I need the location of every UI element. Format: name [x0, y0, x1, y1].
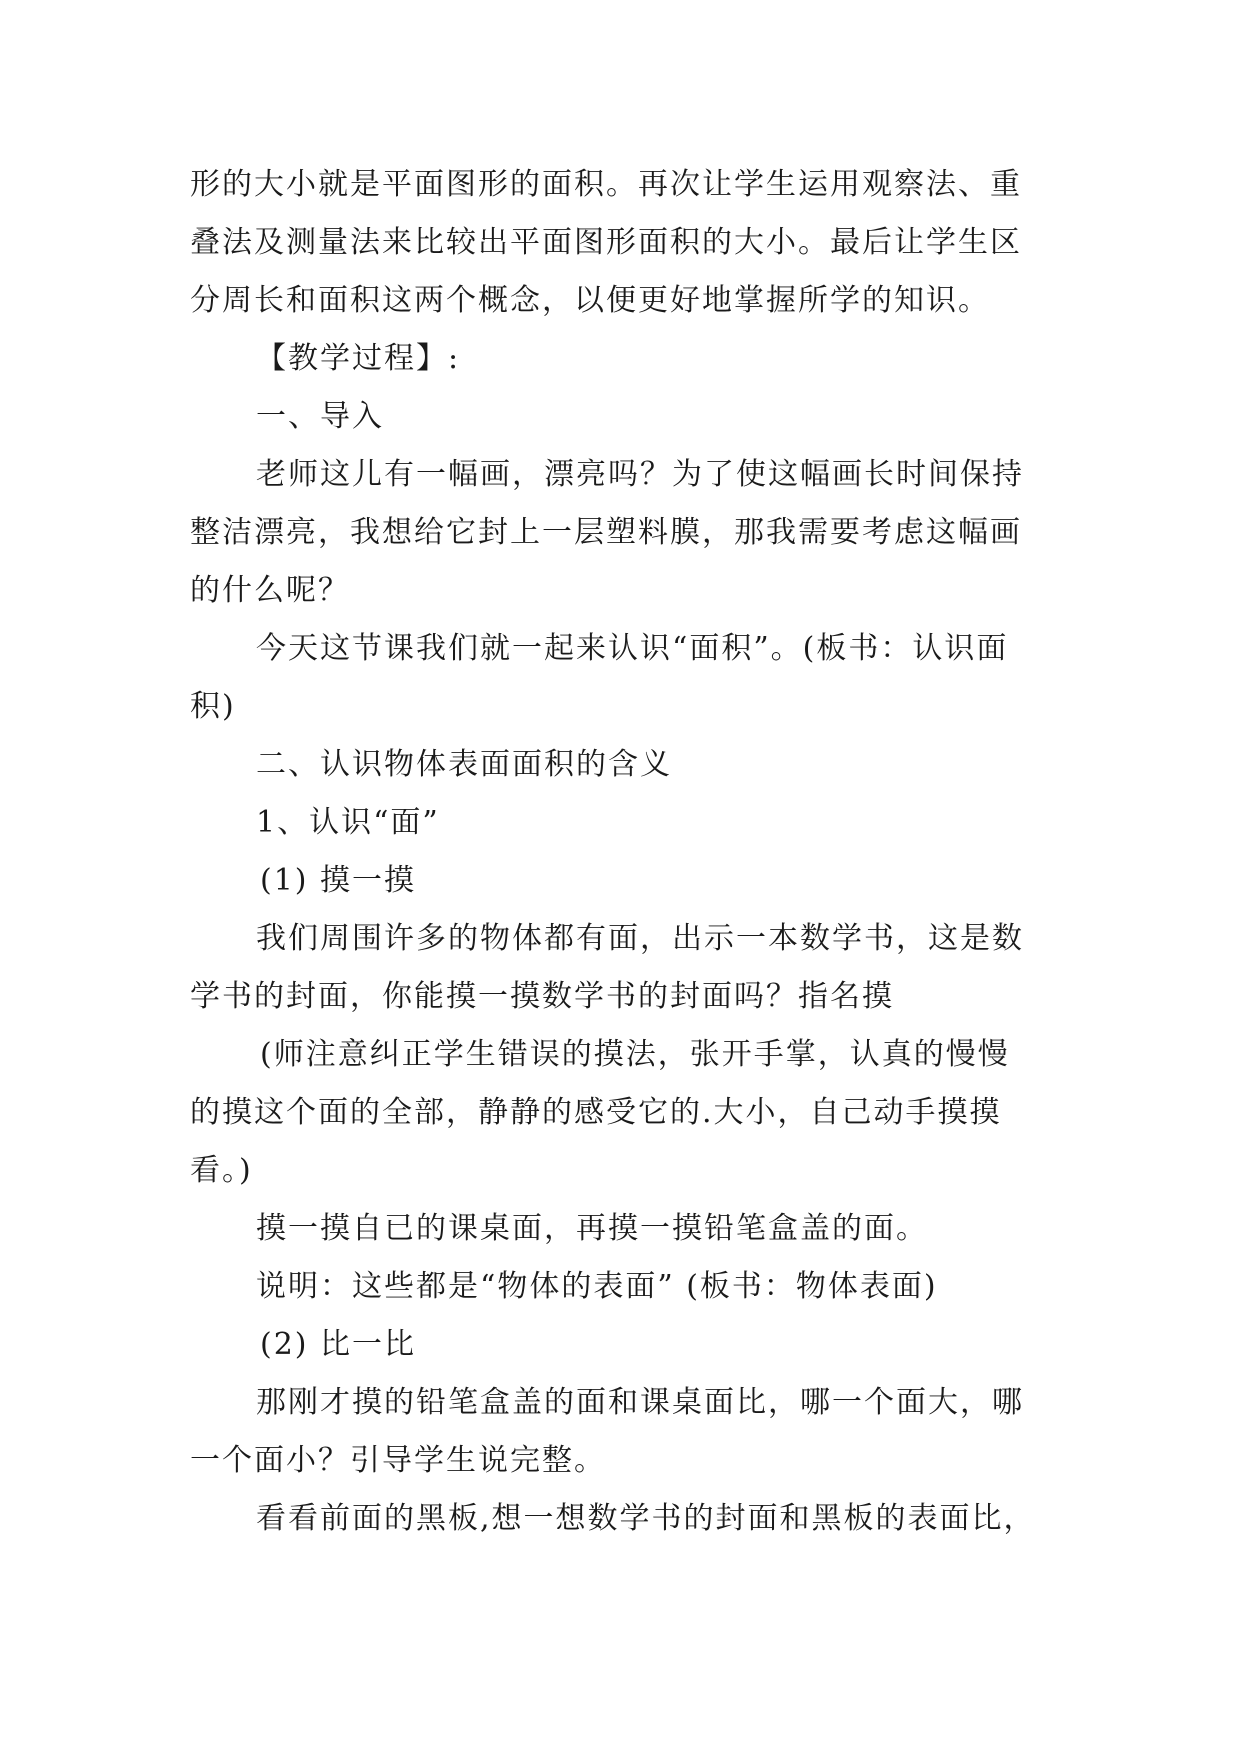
- subheading-compare: (2) 比一比: [260, 1327, 417, 1362]
- paragraph-line: 老师这儿有一幅画，漂亮吗？为了使这幅画长时间保持: [256, 457, 1024, 492]
- paragraph-line: (师注意纠正学生错误的摸法，张开手掌，认真的慢慢: [260, 1037, 1010, 1072]
- paragraph-line: 那刚才摸的铅笔盒盖的面和课桌面比，哪一个面大，哪: [256, 1385, 1024, 1420]
- paragraph-line: 的摸这个面的全部，静静的感受它的.大小，自己动手摸摸: [190, 1095, 1002, 1130]
- section-heading-introduction: 一、导入: [256, 399, 384, 434]
- paragraph-line: 积): [190, 689, 236, 724]
- paragraph-line: 摸一摸自已的课桌面，再摸一摸铅笔盒盖的面。: [256, 1211, 928, 1246]
- paragraph-line: 整洁漂亮，我想给它封上一层塑料膜，那我需要考虑这幅画: [190, 515, 1022, 550]
- subheading-touch: (1) 摸一摸: [260, 863, 417, 898]
- section-heading-surface-area: 二、认识物体表面面积的含义: [256, 747, 672, 782]
- subheading-recognize-face: 1、认识“面”: [256, 805, 440, 840]
- paragraph-line: 看看前面的黑板,想一想数学书的封面和黑板的表面比，: [256, 1501, 1036, 1536]
- document-body: [190, 156, 1060, 1548]
- paragraph-line: 看。): [190, 1153, 253, 1188]
- paragraph-line: 叠法及测量法来比较出平面图形面积的大小。最后让学生区: [190, 225, 1022, 260]
- paragraph-line: 学书的封面，你能摸一摸数学书的封面吗？指名摸: [190, 979, 894, 1014]
- paragraph-line: 说明：这些都是“物体的表面” (板书：物体表面): [256, 1269, 938, 1304]
- paragraph-line: 的什么呢？: [190, 573, 350, 608]
- paragraph-line: 我们周围许多的物体都有面，出示一本数学书，这是数: [256, 921, 1024, 956]
- paragraph-line: 形的大小就是平面图形的面积。再次让学生运用观察法、重: [190, 167, 1022, 202]
- paragraph-line: 一个面小？引导学生说完整。: [190, 1443, 606, 1478]
- paragraph-line: 分周长和面积这两个概念，以便更好地掌握所学的知识。: [190, 283, 990, 318]
- paragraph-line: 今天这节课我们就一起来认识“面积”。(板书：认识面: [256, 631, 1009, 666]
- section-heading-teaching-process: 【教学过程】:: [256, 341, 461, 376]
